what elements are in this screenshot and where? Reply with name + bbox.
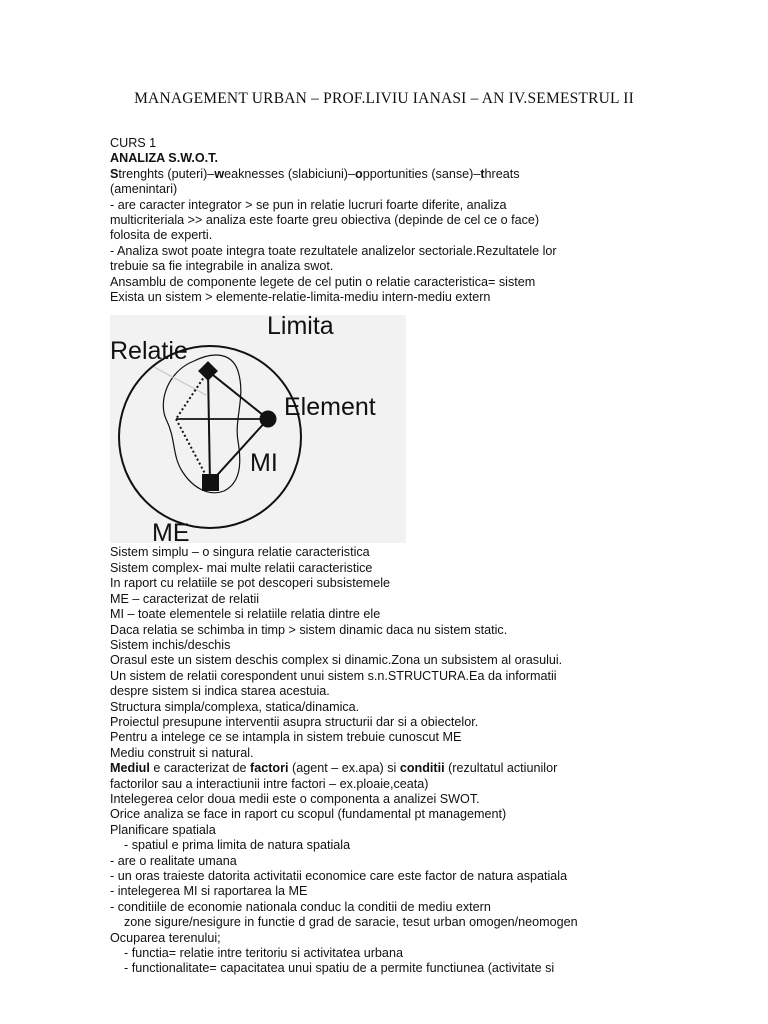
swot-text-w: eaknesses (slabiciuni)–: [224, 166, 356, 181]
text-line: - are o realitate umana: [110, 853, 237, 868]
term-conditii: conditii: [399, 761, 445, 776]
text-line: despre sistem si indica starea acestuia.: [110, 684, 330, 699]
text-line: - spatiul e prima limita de natura spatiala: [110, 838, 351, 853]
relatie-label: Relatie: [110, 337, 188, 366]
text-line: trebuie sa fie integrabile in analiza swot.: [110, 259, 334, 274]
text-line: (amenintari): [110, 182, 178, 197]
mediul-definition-line: [110, 761, 670, 776]
system-diagram: [110, 315, 406, 543]
text-line: Intelegerea celor doua medii este o componenta a analizei SWOT.: [110, 791, 480, 806]
text-line: zone sigure/nesigure in functie d grad de saracie, tesut urban omogen/neomogen: [110, 915, 578, 930]
text-line: Sistem complex- mai multe relatii caracteristice: [110, 560, 373, 575]
text-line: Proiectul presupune interventii asupra structurii dar si a obiectelor.: [110, 714, 479, 729]
swot-text-o: pportunities (sanse)–: [362, 166, 481, 181]
text-line: - intelegerea MI si raportarea la ME: [110, 884, 308, 899]
text-line: - functia= relatie intre teritoriu si activitatea urbana: [110, 946, 403, 961]
text-line: - functionalitate= capacitatea unui spatiu de a permite functiunea (activitate si: [110, 961, 555, 976]
text-line: - conditiile de economie nationala conduc la conditii de mediu extern: [110, 899, 491, 914]
text-line: Sistem simplu – o singura relatie caracteristica: [110, 545, 370, 560]
element-circle: [260, 411, 277, 428]
mi-label: MI: [250, 449, 278, 478]
page-title: MANAGEMENT URBAN – PROF.LIVIU IANASI – AN IV.SEMESTRUL II: [134, 90, 634, 107]
text-line: Ansamblu de componente legete de cel putin o relatie caracteristica= sistem: [110, 274, 536, 289]
swot-text-t: hreats: [484, 166, 520, 181]
text-fragment: (rezultatul actiunilor: [444, 761, 558, 776]
section-heading: ANALIZA S.W.O.T.: [110, 151, 218, 166]
me-label: ME: [152, 519, 190, 544]
text-line: Mediu construit si natural.: [110, 745, 254, 760]
swot-letter-t: t: [480, 166, 485, 181]
swot-letter-o: o: [355, 166, 363, 181]
text-line: - Analiza swot poate integra toate rezultatele analizelor sectoriale.Rezultatele lor: [110, 243, 557, 258]
term-factori: factori: [250, 761, 289, 776]
text-line: Orasul este un sistem deschis complex si dinamic.Zona un subsistem al orasului.: [110, 653, 563, 668]
text-line: Un sistem de relatii corespondent unui sistem s.n.STRUCTURA.Ea da informatii: [110, 668, 557, 683]
text-line: Planificare spatiala: [110, 822, 216, 837]
swot-letter-s: S: [110, 166, 119, 181]
swot-definition-line: [110, 167, 670, 182]
element-square: [202, 474, 219, 491]
text-fragment: (agent – ex.apa) si: [288, 761, 400, 776]
text-line: In raport cu relatiile se pot descoperi subsistemele: [110, 576, 391, 591]
text-line: Sistem inchis/deschis: [110, 637, 231, 652]
text-fragment: e caracterizat de: [149, 761, 250, 776]
text-line: Exista un sistem > elemente-relatie-limita-mediu intern-mediu extern: [110, 290, 491, 305]
limita-label: Limita: [267, 315, 334, 341]
text-line: multicriteriala >> analiza este foarte greu obiectiva (depinde de cel ce o face): [110, 213, 540, 228]
text-line: Pentru a intelege ce se intampla in sistem trebuie cunoscut ME: [110, 730, 462, 745]
document-body: [110, 136, 670, 977]
text-line: Ocuparea terenului;: [110, 930, 221, 945]
text-line: factorilor sau a interactiunii intre factori – ex.ploaie,ceata): [110, 776, 429, 791]
text-line: Structura simpla/complexa, statica/dinamica.: [110, 699, 360, 714]
swot-letter-w: w: [214, 166, 225, 181]
text-line: ME – caracterizat de relatii: [110, 591, 260, 606]
swot-text-s: trenghts (puteri)–: [118, 166, 215, 181]
text-line: Daca relatia se schimba in timp > sistem dinamic daca nu sistem static.: [110, 622, 508, 637]
element-label: Element: [284, 393, 376, 422]
text-line: - un oras traieste datorita activitatii economice care este factor de natura aspatiala: [110, 869, 568, 883]
text-line: Orice analiza se face in raport cu scopul (fundamental pt management): [110, 807, 507, 822]
text-line: folosita de experti.: [110, 228, 213, 243]
text-line: MI – toate elementele si relatiile relatia dintre ele: [110, 607, 381, 622]
course-label: CURS 1: [110, 136, 157, 150]
text-line: - are caracter integrator > se pun in relatie lucruri foarte diferite, analiza: [110, 197, 507, 212]
term-mediul: Mediul: [110, 761, 150, 776]
